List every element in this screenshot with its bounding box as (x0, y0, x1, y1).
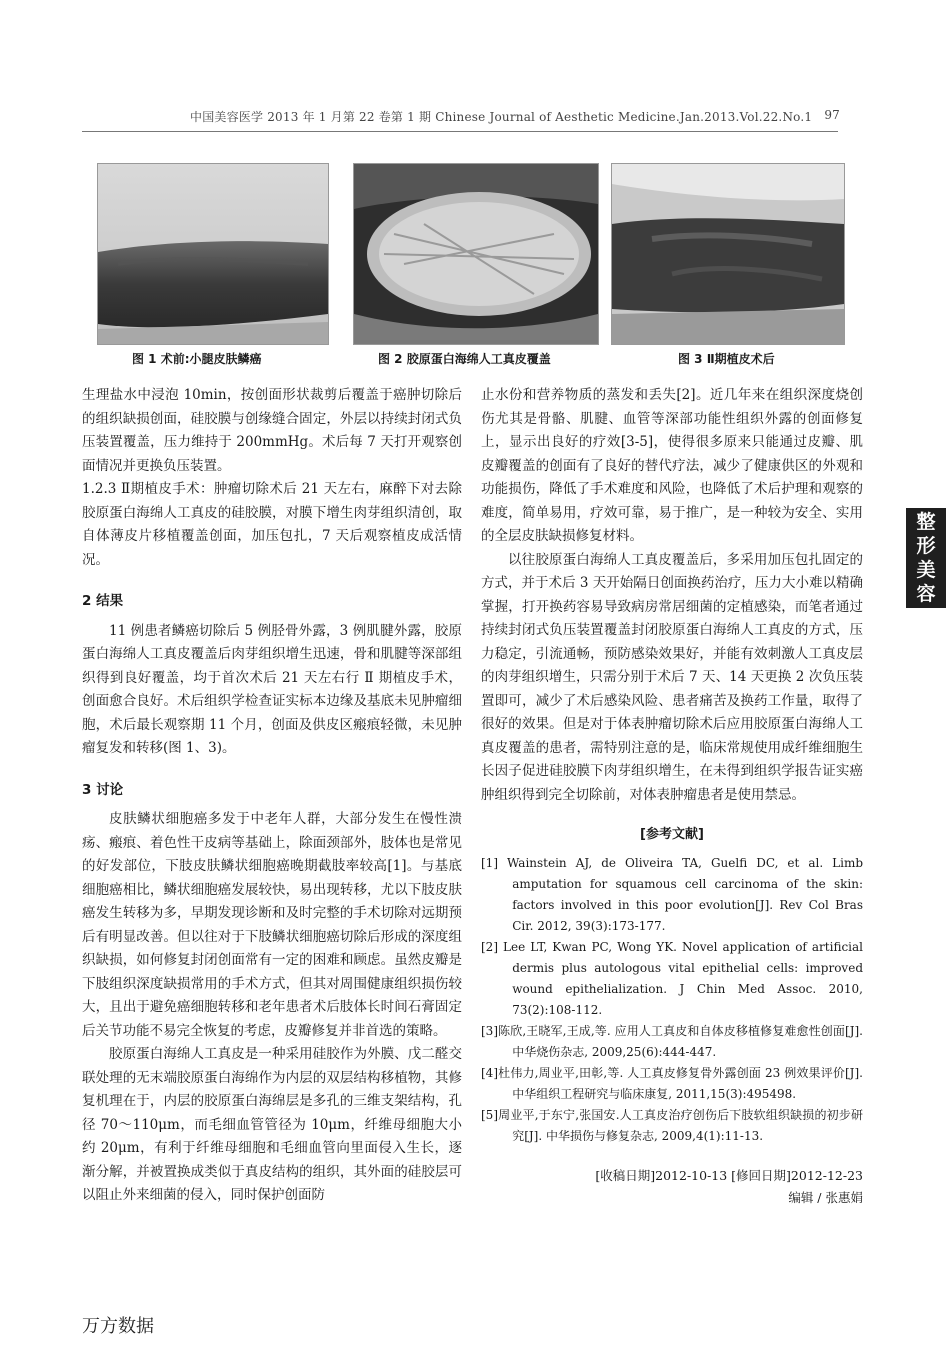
figure-3-caption: 图 3 Ⅱ期植皮术后 (678, 352, 775, 366)
paragraph: 生理盐水中浸泡 10min，按创面形状裁剪后覆盖于癌肿切除后的组织缺损创面，硅胶膜与创缘缝合固定，外层以持续封闭式负压装置覆盖，压力维持于 200mmHg。术后每 7 天打开观察创面情况并更换负压装置。 (82, 387, 462, 474)
photo-icon (354, 164, 598, 344)
figure-1-photo (97, 163, 329, 345)
references-title: [参考文献] (640, 827, 704, 842)
photo-icon (98, 164, 328, 344)
section-heading-results: 2 结果 (82, 593, 124, 609)
figure-2-caption: 图 2 胶原蛋白海绵人工真皮覆盖 (378, 352, 551, 366)
watermark: 万方数据 (82, 1316, 154, 1337)
right-column (481, 384, 863, 1209)
side-tab-char: 形 (916, 535, 936, 557)
paragraph: 1.2.3 Ⅱ期植皮手术：肿瘤切除术后 21 天左右，麻醉下对去除胶原蛋白海绵人工真皮的硅胶膜，对膜下增生肉芽组织清创，取自体薄皮片移植覆盖创面，加压包扎，7 天后观察植皮成活情况。 (82, 481, 462, 568)
paragraph: 皮肤鳞状细胞癌多发于中老年人群，大部分发生在慢性溃疡、瘢痕、着色性干皮病等基础上，除面颈部外，肢体也是常见的好发部位，下肢皮肤鳞状细胞癌晚期截肢率较高[1]。与基底细胞癌相比，鳞状细胞癌发展较快，易出现转移，尤以下肢皮肤癌发生转移为多，早期发现诊断和及时完整的手术切除对远期预后有明显改善。但以往对于下肢鳞状细胞癌切除后形成的深度组织缺损，如何修复封闭创面常有一定的困难和顾虑。虽然皮瓣是下肢组织深度缺损常用的手术方式，但其对周围健康组织损伤较大，且出于避免癌细胞转移和老年患者术后肢体长时间石膏固定后关节功能不易完全恢复的考虑，皮瓣修复并非首选的策略。 (82, 811, 462, 1039)
reference-item: [5]周业平,于东宁,张国安.人工真皮治疗创伤后下肢软组织缺损的初步研究[J]. 中华损伤与修复杂志, 2009,4(1):11-13. (481, 1107, 863, 1143)
left-column (82, 384, 462, 1208)
header-rule (82, 131, 838, 132)
journal-line: 中国美容医学 2013 年 1 月第 22 卷第 1 期 Chinese Journal of Aesthetic Medicine.Jan.2013.Vol.22.No.1 (190, 110, 813, 124)
paragraph: 11 例患者鳞癌切除后 5 例胫骨外露，3 例肌腱外露，胶原蛋白海绵人工真皮覆盖后肉芽组织增生迅速，骨和肌腱等深部组织得到良好覆盖，均于首次术后 21 天左右行 Ⅱ 期植皮手术，创面愈合良好。术后组织学检查证实标本边缘及基底未见肿瘤细胞，术后最长观察期 11 个月，创面及供皮区瘢痕轻微，未见肿瘤复发和转移(图 1、3)。 (82, 622, 462, 756)
reference-item: [2] Lee LT, Kwan PC, Wong YK. Novel application of artificial dermis plus autologous vital epithelial cells: improved wound epithelialization. J Chin Med Assoc. 2010, 73(2):108-112. (481, 939, 863, 1017)
reference-item: [1] Wainstein AJ, de Oliveira TA, Guelfi DC, et al. Limb amputation for squamous cell carcinoma of the skin: factors involved in this poor evolution[J]. Rev Col Bras Cir. 2012, 39(3):173-177. (481, 855, 863, 933)
section-side-tab (906, 508, 946, 608)
figure-1-caption: 图 1 术前:小腿皮肤鳞癌 (132, 352, 262, 366)
figure-3-photo (611, 163, 845, 345)
side-tab-char: 容 (916, 583, 936, 605)
editor-credit: 编辑 / 张惠娟 (788, 1189, 863, 1205)
paragraph: 胶原蛋白海绵人工真皮是一种采用硅胶作为外膜、戊二醛交联处理的无末端胶原蛋白海绵作为内层的双层结构移植物，其修复机理在于，内层的胶原蛋白海绵层是多孔的三维支架结构，孔径 70～110μm，而毛细血管管径为 10μm，纤维母细胞大小约 20μm，有利于纤维母细胞和毛细血管向里面侵入生长，逐渐分解，并被置换成类似于真皮结构的组织，其外面的硅胶层可以阻止外来细菌的侵入，同时保护创面防 (82, 1046, 462, 1203)
paragraph: 止水份和营养物质的蒸发和丢失[2]。近几年来在组织深度烧创伤尤其是骨骼、肌腱、血管等深部功能性组织外露的创面修复上，显示出良好的疗效[3-5]，使得很多原来只能通过皮瓣、肌皮瓣覆盖的创面有了良好的替代疗法，减少了健康供区的外观和功能损伤，降低了手术难度和风险，也降低了术后护理和观察的难度，简单易用，疗效可靠，易于推广，是一种较为安全、实用的全层皮肤缺损修复材料。 (481, 387, 863, 544)
reference-item: [3]陈欣,王晓军,王成,等. 应用人工真皮和自体皮移植修复难愈性创面[J].中华烧伤杂志, 2009,25(6):444-447. (481, 1023, 863, 1059)
page-number: 97 (824, 108, 840, 122)
received-revised-dates: [收稿日期]2012-10-13 [修回日期]2012-12-23 (595, 1167, 863, 1183)
section-heading-discussion: 3 讨论 (82, 781, 124, 798)
paragraph: 以往胶原蛋白海绵人工真皮覆盖后，多采用加压包扎固定的方式，并于术后 3 天开始隔日创面换药治疗，压力大小难以精确掌握，打开换药容易导致病房常居细菌的定植感染，而笔者通过持续封闭式负压装置覆盖封闭胶原蛋白海绵人工真皮的方式，压力稳定，引流通畅，预防感染效果好，并能有效刺激人工真皮层的肉芽组织增生，只需分别于术后 7 天、14 天更换 2 次负压装置即可，减少了术后感染风险、患者痛苦及换药工作量，取得了很好的效果。但是对于体表肿瘤切除术后应用胶原蛋白海绵人工真皮覆盖的患者，需特别注意的是，临床常规使用成纤维细胞生长因子促进硅胶膜下肉芽组织增生，在未得到组织学报告证实癌肿组织得到完全切除前，对体表肿瘤患者是使用禁忌。 (481, 551, 863, 803)
side-tab-char: 美 (916, 559, 936, 581)
side-tab-char: 整 (916, 511, 936, 533)
figure-2-photo (353, 163, 599, 345)
running-header (190, 108, 840, 126)
photo-icon (612, 164, 844, 344)
reference-item: [4]杜伟力,周业平,田彰,等. 人工真皮修复骨外露创面 23 例效果评价[J]. 中华组织工程研究与临床康复, 2011,15(3):495498. (481, 1065, 863, 1101)
